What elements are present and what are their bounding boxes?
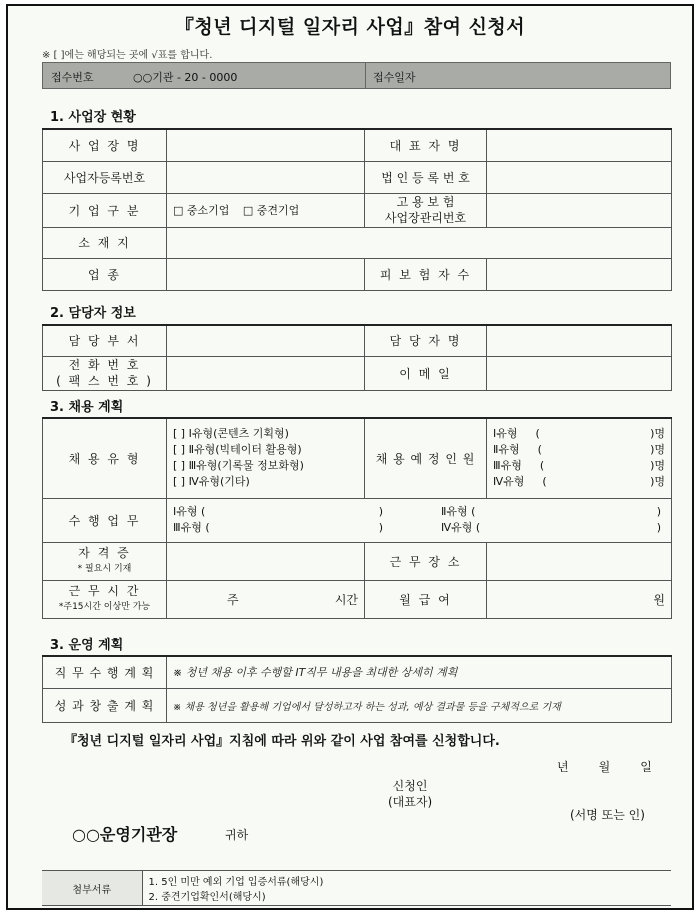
recipient-suffix: 귀하 [225,828,249,842]
work-hours-note: *주15시간 이상만 가능 [58,602,151,612]
qualification-note: * 필요시 기재 [77,564,132,574]
contact-table [42,324,672,391]
manager-field[interactable] [487,325,672,356]
email-label: 이 메 일 [365,356,487,390]
attachments-label: 첨부서류 [42,871,142,906]
ceo-name-field[interactable] [487,129,672,161]
count-row[interactable]: Ⅲ유형 ( )명 [493,459,665,473]
signature-field[interactable]: (서명 또는 인) [570,808,645,822]
ceo-name-label: 대 표 자 명 [365,129,487,161]
operation-table [42,655,672,723]
attachments-table [42,870,671,906]
insured-count-field[interactable] [487,258,672,290]
email-field[interactable] [487,356,672,390]
address-label: 소 재 지 [43,227,167,258]
reg-number-label: 사업자등록번호 [43,161,167,193]
dept-label: 담 당 부 서 [43,325,167,356]
duty-label: 수 행 업 무 [43,498,167,542]
business-table [42,128,672,291]
hire-type-option[interactable]: [ ] Ⅲ유형(기록물 정보화형) [173,459,304,473]
qualification-label: 자 격 증 [78,546,131,560]
work-hours-field[interactable]: 주 시간 [167,580,365,618]
address-field[interactable] [167,227,672,258]
receipt-bar [42,62,671,89]
date-line[interactable]: 년 월 일 [557,760,652,774]
application-form [6,4,694,910]
receipt-number-value: ○○기관 - 20 - 0000 [133,71,238,84]
insured-count-label: 피 보 험 자 수 [365,258,487,290]
hiring-table [42,417,672,619]
applicant-label: 신청인 (대표자) [388,779,433,809]
hire-type-option[interactable]: [ ] Ⅳ유형(기타) [173,475,250,489]
form-title: 『청년 디지털 일자리 사업』참여 신청서 [174,16,526,38]
hire-type-option[interactable]: [ ] Ⅱ유형(빅테이터 활용형) [173,443,302,457]
hire-type-label: 채 용 유 형 [43,418,167,498]
outcome-plan-label: 성 과 창 출 계 획 [43,688,167,722]
section-business-title: 1. 사업장 현황 [50,110,136,125]
duty-type2-field[interactable]: Ⅱ유형 ( ) [441,505,661,518]
qualification-field[interactable] [167,542,365,580]
company-type-label: 기 업 구 분 [43,193,167,227]
section-contact-title: 2. 담당자 정보 [50,306,136,321]
duty-type4-field[interactable]: Ⅳ유형 ( ) [441,521,661,534]
business-name-field[interactable] [167,129,365,161]
section-hiring-title: 3. 채용 계획 [50,400,124,415]
planned-count-label: 채 용 예 정 인 원 [365,418,487,498]
phone-label-line2: ( 팩 스 번 호 ) [56,374,153,388]
job-plan-field[interactable]: ※ 청년 채용 이후 수행할 IT직무 내용을 최대한 상세히 계획 [167,656,672,688]
work-hours-label: 근 무 시 간 [68,584,141,598]
check-note: ※ [ ]에는 해당되는 곳에 √표를 합니다. [42,50,213,61]
recipient-agency: ○○운영기관장 [72,825,178,844]
midsize-checkbox[interactable]: □ 중견기업 [242,204,300,217]
declaration-text: 『청년 디지털 일자리 사업』지침에 따라 위와 같이 사업 참여를 신청합니다. [64,734,500,749]
attachment-item: 2. 중견기업확인서(해당시) [148,892,266,903]
industry-field[interactable] [167,258,365,290]
duty-type3-field[interactable]: Ⅲ유형 ( ) [173,521,383,534]
receipt-number-label: 접수번호 [51,71,94,84]
reg-number-field[interactable] [167,161,365,193]
business-name-label: 사 업 장 명 [43,129,167,161]
receipt-date-label: 접수일자 [373,71,416,84]
job-plan-label: 직 무 수 행 계 획 [43,656,167,688]
phone-field[interactable] [167,356,365,390]
count-row[interactable]: Ⅰ유형 ( )명 [493,427,665,441]
outcome-plan-field[interactable]: ※ 채용 청년을 활용해 기업에서 달성하고자 하는 성과, 예상 결과물 등을 구체적으로 기재 [167,688,672,722]
sme-checkbox[interactable]: □ 중소기업 [173,204,230,217]
attachment-item: 1. 5인 미만 예외 기업 입증서류(해당시) [148,877,324,888]
manager-label: 담 당 자 명 [365,325,487,356]
corp-number-label: 법 인 등 록 번 호 [365,161,487,193]
duty-type1-field[interactable]: Ⅰ유형 ( ) [173,505,383,518]
salary-field[interactable]: 원 [487,580,672,618]
workplace-field[interactable] [487,542,672,580]
section-operation-title: 3. 운영 계획 [50,638,124,653]
insurance-label-line2: 사업장관리번호 [384,211,467,225]
hire-type-option[interactable]: [ ] Ⅰ유형(콘텐츠 기획형) [173,427,289,441]
industry-label: 업 종 [43,258,167,290]
salary-label: 월 급 여 [365,580,487,618]
count-row[interactable]: Ⅳ유형 ( )명 [493,475,665,489]
insurance-label-line1: 고 용 보 험 [396,195,455,209]
receipt-divider [365,63,366,88]
workplace-label: 근 무 장 소 [365,542,487,580]
dept-field[interactable] [167,325,365,356]
insurance-number-field[interactable] [487,193,672,227]
phone-label-line1: 전 화 번 호 [68,358,141,372]
count-row[interactable]: Ⅱ유형 ( )명 [493,443,665,457]
corp-number-field[interactable] [487,161,672,193]
